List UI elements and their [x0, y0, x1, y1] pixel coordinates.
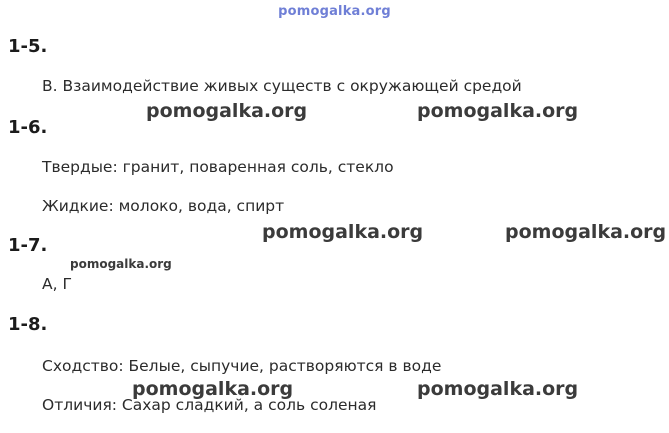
- watermark: pomogalka.org: [505, 221, 667, 243]
- exercise-number: 1-7.: [8, 235, 48, 256]
- exercise-answer-line: А, Г: [42, 275, 72, 293]
- top-watermark: pomogalka.org: [278, 4, 391, 19]
- exercise-answer-line: Сходство: Белые, сыпучие, растворяются в воде: [42, 357, 442, 375]
- exercise-answer-line: Отличия: Сахар сладкий, а соль соленая: [42, 396, 377, 414]
- exercise-answer-line: Твердые: гранит, поваренная соль, стекло: [42, 158, 394, 176]
- watermark: pomogalka.org: [262, 221, 424, 243]
- exercise-answer-line: Жидкие: молоко, вода, спирт: [42, 197, 285, 215]
- watermark: pomogalka.org: [146, 100, 308, 122]
- exercise-number: 1-5.: [8, 36, 48, 57]
- watermark: pomogalka.org: [417, 378, 579, 400]
- watermark: pomogalka.org: [132, 378, 294, 400]
- exercise-number: 1-6.: [8, 117, 48, 138]
- exercise-number: 1-8.: [8, 314, 48, 335]
- watermark: pomogalka.org: [70, 257, 172, 271]
- exercise-answer-line: В. Взаимодействие живых существ с окружающей средой: [42, 77, 522, 95]
- watermark: pomogalka.org: [417, 100, 579, 122]
